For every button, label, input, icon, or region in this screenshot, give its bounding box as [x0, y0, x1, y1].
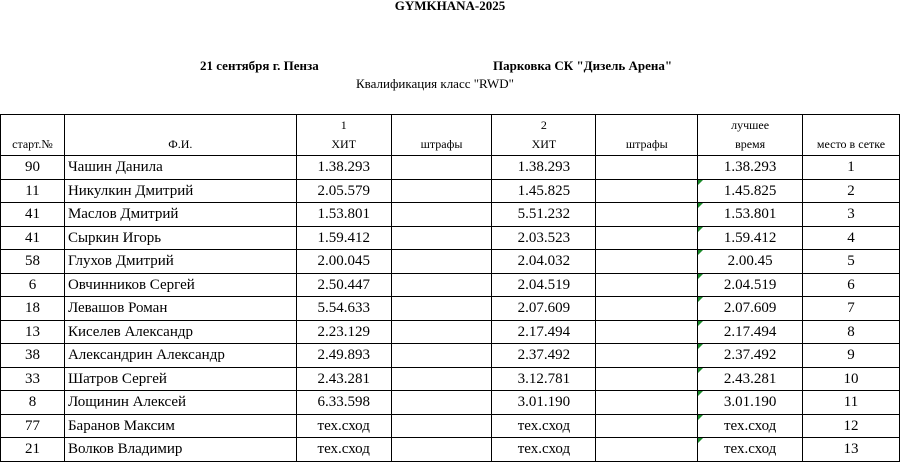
name-cell: Волков Владимир: [64, 438, 296, 462]
penalties2-cell: [596, 179, 698, 203]
start-no-cell: 8: [1, 391, 65, 415]
penalties2-cell: [596, 367, 698, 391]
heat1-cell: 6.33.598: [296, 391, 391, 415]
best-time-cell: 1.59.412: [698, 226, 803, 250]
penalties2-cell: [596, 391, 698, 415]
penalties1-cell: [391, 250, 492, 274]
name-cell: Лощинин Алексей: [64, 391, 296, 415]
best-time-cell: 2.43.281: [698, 367, 803, 391]
heat2-cell: 2.04.032: [492, 250, 596, 274]
name-cell: Сыркин Игорь: [64, 226, 296, 250]
heat1-label: ХИТ: [331, 137, 357, 151]
table-row: [1, 297, 900, 321]
grid-place-cell: 2: [803, 179, 900, 203]
penalties2-cell: [596, 414, 698, 438]
start-no-cell: 38: [1, 344, 65, 368]
start-no-cell: 41: [1, 226, 65, 250]
start-no-cell: 41: [1, 203, 65, 227]
grid-place-cell: 10: [803, 367, 900, 391]
table-row: [1, 156, 900, 180]
heat2-cell: 2.03.523: [492, 226, 596, 250]
name-cell: Шатров Сергей: [64, 367, 296, 391]
heat1-cell: 2.23.129: [296, 320, 391, 344]
heat2-cell: 1.45.825: [492, 179, 596, 203]
heat1-cell: 2.05.579: [296, 179, 391, 203]
grid-place-cell: 7: [803, 297, 900, 321]
grid-place-cell: 5: [803, 250, 900, 274]
table-row: [1, 414, 900, 438]
table-row: [1, 344, 900, 368]
start-no-cell: 11: [1, 179, 65, 203]
header-row: [1, 115, 900, 156]
table-row: [1, 250, 900, 274]
heat2-cell: 1.38.293: [492, 156, 596, 180]
results-table: [0, 114, 900, 462]
best-time-cell: 1.53.801: [698, 203, 803, 227]
heat2-number: 2: [540, 118, 547, 132]
name-cell: Киселев Александр: [64, 320, 296, 344]
grid-place-cell: 9: [803, 344, 900, 368]
heat2-cell: 2.04.519: [492, 273, 596, 297]
heat1-cell: 1.38.293: [296, 156, 391, 180]
best-time-cell: тех.сход: [698, 414, 803, 438]
name-cell: Левашов Роман: [64, 297, 296, 321]
heat1-cell: 1.59.412: [296, 226, 391, 250]
heat1-number: 1: [340, 118, 347, 132]
penalties1-cell: [391, 438, 492, 462]
table-row: [1, 320, 900, 344]
col-penalties1: штрафы: [391, 115, 492, 156]
name-cell: Никулкин Дмитрий: [64, 179, 296, 203]
col-start-no: старт.№: [1, 115, 65, 156]
penalties1-cell: [391, 297, 492, 321]
grid-place-cell: 3: [803, 203, 900, 227]
best-time-line1: лучшее: [731, 118, 770, 132]
penalties1-cell: [391, 344, 492, 368]
start-no-cell: 90: [1, 156, 65, 180]
heat1-cell: 2.00.045: [296, 250, 391, 274]
best-time-cell: 2.17.494: [698, 320, 803, 344]
heat2-cell: 3.12.781: [492, 367, 596, 391]
heat2-cell: 3.01.190: [492, 391, 596, 415]
penalties1-cell: [391, 203, 492, 227]
penalties2-cell: [596, 226, 698, 250]
penalties1-cell: [391, 156, 492, 180]
penalties1-cell: [391, 226, 492, 250]
heat1-cell: 2.49.893: [296, 344, 391, 368]
col-name: Ф.И.: [64, 115, 296, 156]
heat2-label: ХИТ: [531, 137, 557, 151]
heat2-cell: 5.51.232: [492, 203, 596, 227]
heat1-cell: 1.53.801: [296, 203, 391, 227]
heat2-cell: 2.07.609: [492, 297, 596, 321]
table-row: [1, 391, 900, 415]
heat1-cell: 5.54.633: [296, 297, 391, 321]
heat2-cell: 2.37.492: [492, 344, 596, 368]
page-title: GYMKHANA-2025: [394, 0, 506, 13]
best-time-cell: 2.00.45: [698, 250, 803, 274]
start-no-cell: 18: [1, 297, 65, 321]
grid-place-cell: 1: [803, 156, 900, 180]
qualification-class: Квалификация класс "RWD": [356, 76, 514, 91]
penalties2-cell: [596, 273, 698, 297]
event-date: 21 сентября г. Пенза: [200, 58, 319, 73]
best-time-cell: 2.07.609: [698, 297, 803, 321]
table-row: [1, 438, 900, 462]
best-time-cell: тех.сход: [698, 438, 803, 462]
grid-place-cell: 13: [803, 438, 900, 462]
heat1-cell: 2.50.447: [296, 273, 391, 297]
penalties1-cell: [391, 273, 492, 297]
col-grid-place: место в сетке: [803, 115, 900, 156]
penalties2-cell: [596, 297, 698, 321]
penalties1-cell: [391, 320, 492, 344]
grid-place-cell: 11: [803, 391, 900, 415]
heat1-cell: 2.43.281: [296, 367, 391, 391]
best-time-cell: 3.01.190: [698, 391, 803, 415]
heat2-cell: тех.сход: [492, 438, 596, 462]
start-no-cell: 58: [1, 250, 65, 274]
penalties2-cell: [596, 156, 698, 180]
col-heat1: [296, 115, 391, 156]
start-no-cell: 33: [1, 367, 65, 391]
table-row: [1, 203, 900, 227]
name-cell: Овчинников Сергей: [64, 273, 296, 297]
grid-place-cell: 12: [803, 414, 900, 438]
heat1-cell: тех.сход: [296, 438, 391, 462]
best-time-cell: 1.38.293: [698, 156, 803, 180]
name-cell: Глухов Дмитрий: [64, 250, 296, 274]
heat2-cell: 2.17.494: [492, 320, 596, 344]
penalties1-cell: [391, 367, 492, 391]
penalties2-cell: [596, 320, 698, 344]
table-row: [1, 367, 900, 391]
grid-place-cell: 4: [803, 226, 900, 250]
heat2-cell: тех.сход: [492, 414, 596, 438]
heat1-cell: тех.сход: [296, 414, 391, 438]
best-time-cell: 2.04.519: [698, 273, 803, 297]
col-heat2: [492, 115, 596, 156]
start-no-cell: 77: [1, 414, 65, 438]
table-row: [1, 226, 900, 250]
penalties2-cell: [596, 250, 698, 274]
penalties1-cell: [391, 414, 492, 438]
penalties2-cell: [596, 438, 698, 462]
start-no-cell: 6: [1, 273, 65, 297]
penalties1-cell: [391, 391, 492, 415]
penalties2-cell: [596, 344, 698, 368]
start-no-cell: 13: [1, 320, 65, 344]
name-cell: Баранов Максим: [64, 414, 296, 438]
best-time-cell: 1.45.825: [698, 179, 803, 203]
best-time-line2: время: [735, 137, 766, 151]
name-cell: Маслов Дмитрий: [64, 203, 296, 227]
event-venue: Парковка СК "Дизель Арена": [493, 58, 673, 73]
penalties1-cell: [391, 179, 492, 203]
penalties2-cell: [596, 203, 698, 227]
grid-place-cell: 6: [803, 273, 900, 297]
best-time-cell: 2.37.492: [698, 344, 803, 368]
name-cell: Александрин Александр: [64, 344, 296, 368]
table-row: [1, 273, 900, 297]
table-row: [1, 179, 900, 203]
grid-place-cell: 8: [803, 320, 900, 344]
name-cell: Чашин Данила: [64, 156, 296, 180]
start-no-cell: 21: [1, 438, 65, 462]
col-penalties2: штрафы: [596, 115, 698, 156]
col-best-time: [698, 115, 803, 156]
